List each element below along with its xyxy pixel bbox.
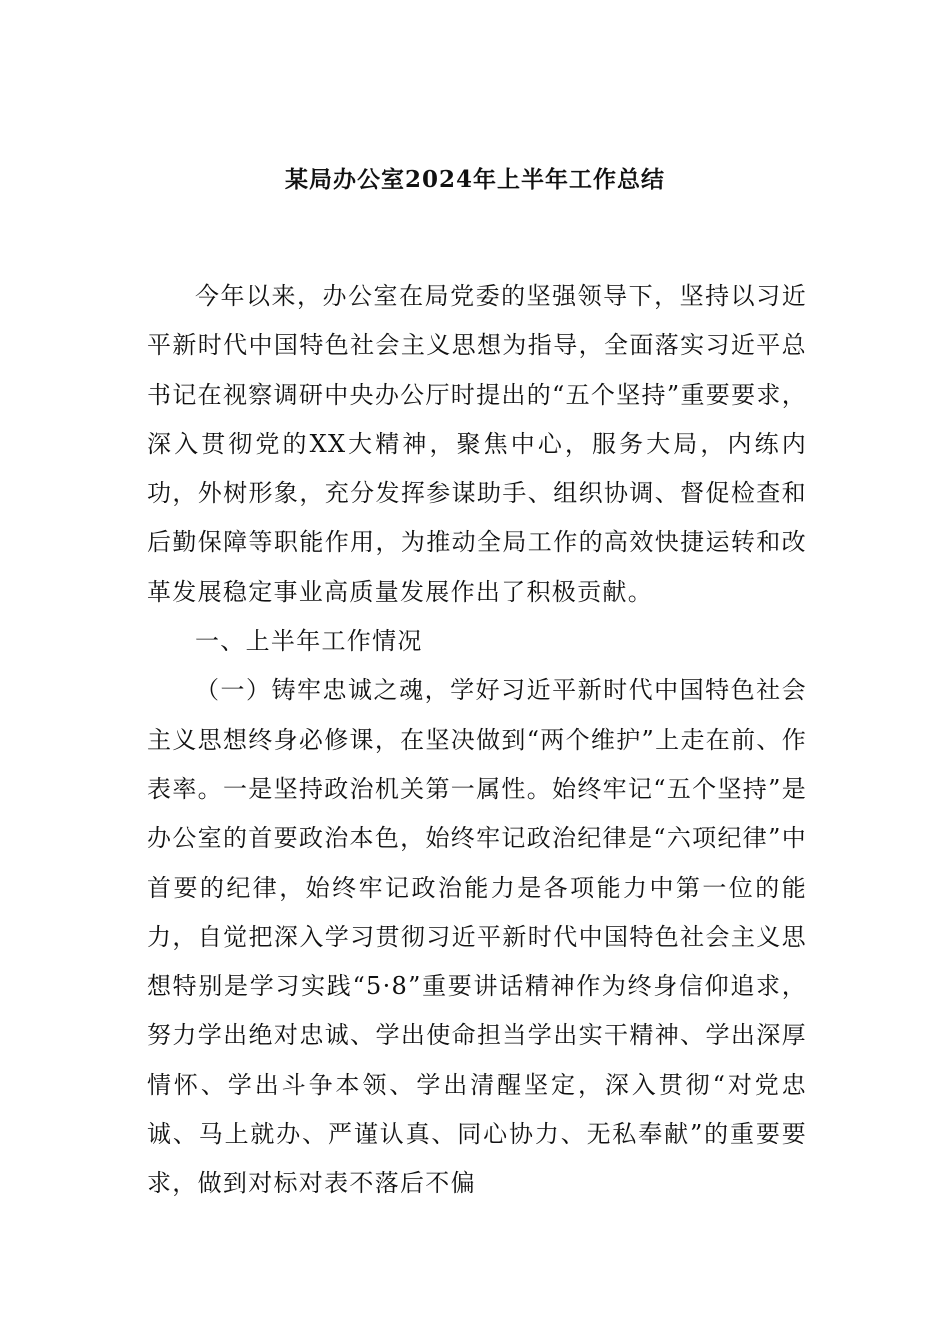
document-body <box>147 272 807 1209</box>
subsection-paragraph: （一）铸牢忠诚之魂，学好习近平新时代中国特色社会主义思想终身必修课，在坚决做到“两个维护”上走在前、作表率。一是坚持政治机关第一属性。始终牢记“五个坚持”是办公室的首要政治本色，始终牢记政治纪律是“六项纪律”中首要的纪律，始终牢记政治能力是各项能力中第一位的能力，自觉把深入学习贯彻习近平新时代中国特色社会主义思想特别是学习实践“5·8”重要讲话精神作为终身信仰追求，努力学出绝对忠诚、学出使命担当学出实干精神、学出深厚情怀、学出斗争本领、学出清醒坚定，深入贯彻“对党忠诚、马上就办、严谨认真、同心协力、无私奉献”的重要要求，做到对标对表不落后不偏 <box>147 676 807 1198</box>
document-title: 某局办公室2024年上半年工作总结 <box>284 166 665 193</box>
section-heading: 一、上半年工作情况 <box>195 627 423 656</box>
intro-paragraph: 今年以来，办公室在局党委的坚强领导下，坚持以习近平新时代中国特色社会主义思想为指导，全面落实习近平总书记在视察调研中央办公厅时提出的“五个坚持”重要要求，深入贯彻党的XX大精神，聚焦中心，服务大局，内练内功，外树形象，充分发挥参谋助手、组织协调、督促检查和后勤保障等职能作用，为推动全局工作的高效快捷运转和改革发展稳定事业高质量发展作出了积极贡献。 <box>147 282 807 606</box>
